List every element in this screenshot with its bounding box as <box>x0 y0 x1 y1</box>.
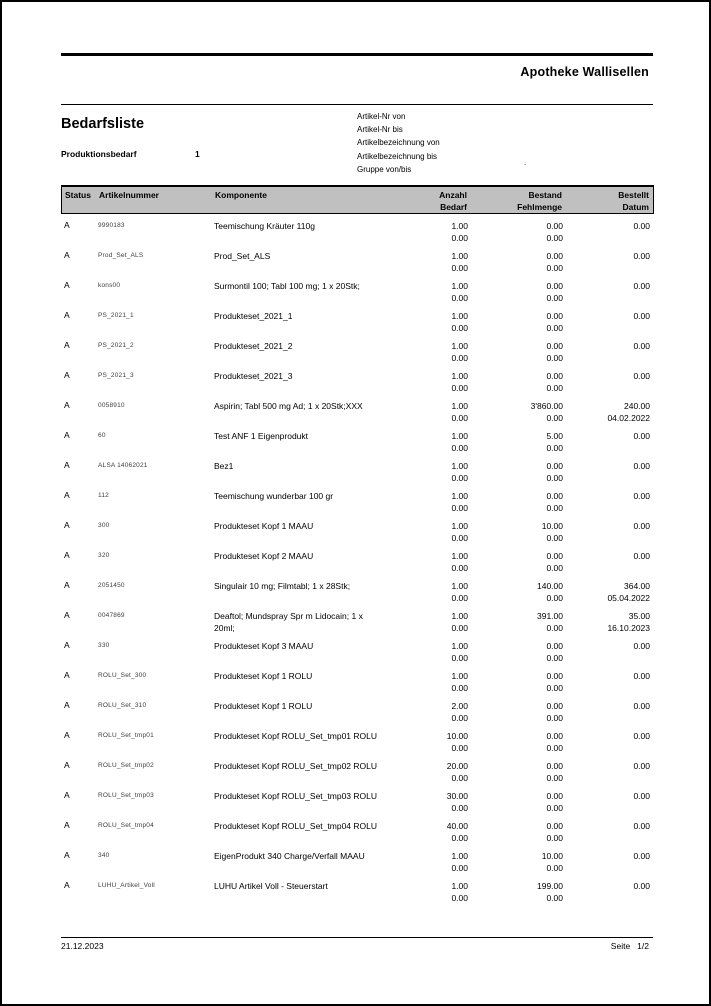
bestand-cell: 0.00 <box>546 311 563 321</box>
bedarf-cell: 0.00 <box>451 413 468 423</box>
bestellt-cell: 0.00 <box>633 731 650 741</box>
bestand-cell: 140.00 <box>537 581 563 591</box>
komponente-line: Produkteset Kopf 2 MAAU <box>214 551 314 561</box>
column-header-bestand: Bestand <box>528 190 562 200</box>
status-cell: A <box>64 610 70 620</box>
anzahl-cell: 1.00 <box>451 611 468 621</box>
bestellt-cell: 35.00 <box>628 611 650 621</box>
fehlmenge-cell: 0.00 <box>546 653 563 663</box>
footer-date: 21.12.2023 <box>61 941 104 951</box>
bestellt-cell: 0.00 <box>633 371 650 381</box>
fehlmenge-cell: 0.00 <box>546 623 563 633</box>
status-cell: A <box>64 820 70 830</box>
komponente-line: Produkteset Kopf 1 ROLU <box>214 701 313 711</box>
table-row <box>61 814 654 844</box>
anzahl-cell: 1.00 <box>451 341 468 351</box>
bedarf-cell: 0.00 <box>451 443 468 453</box>
production-label: Produktionsbedarf <box>61 149 137 159</box>
bestand-cell: 0.00 <box>546 821 563 831</box>
table-row <box>61 694 654 724</box>
komponente-line: Aspirin; Tabl 500 mg Ad; 1 x 20Stk;XXX <box>214 401 363 411</box>
bedarf-cell: 0.00 <box>451 503 468 513</box>
column-header-fehlmenge: Fehlmenge <box>517 202 562 212</box>
filter-label: Artikelbezeichnung bis <box>357 151 438 161</box>
anzahl-cell: 30.00 <box>446 791 468 801</box>
bedarf-cell: 0.00 <box>451 323 468 333</box>
bestellt-cell: 0.00 <box>633 491 650 501</box>
bestellt-cell: 0.00 <box>633 251 650 261</box>
anzahl-cell: 1.00 <box>451 401 468 411</box>
anzahl-cell: 1.00 <box>451 641 468 651</box>
komponente-line: Bez1 <box>214 461 234 471</box>
header-rule <box>61 104 653 105</box>
komponente-line: Prod_Set_ALS <box>214 251 271 261</box>
bedarf-cell: 0.00 <box>451 803 468 813</box>
bestellt-cell: 0.00 <box>633 791 650 801</box>
status-cell: A <box>64 310 70 320</box>
komponente-line: Produkteset Kopf 1 MAAU <box>214 521 314 531</box>
company-name: Apotheke Wallisellen <box>520 65 649 79</box>
komponente-line: Surmontil 100; Tabl 100 mg; 1 x 20Stk; <box>214 281 360 291</box>
table-row <box>61 634 654 664</box>
bestellt-cell: 0.00 <box>633 881 650 891</box>
table-row <box>61 304 654 334</box>
table-header <box>61 185 654 214</box>
artikelnummer-cell: Prod_Set_ALS <box>98 251 144 259</box>
komponente-line: Produkteset Kopf 1 ROLU <box>214 671 313 681</box>
artikelnummer-cell: PS_2021_3 <box>98 371 134 379</box>
bestand-cell: 0.00 <box>546 281 563 291</box>
artikelnummer-cell: ROLU_Set_tmp04 <box>98 821 154 829</box>
anzahl-cell: 40.00 <box>446 821 468 831</box>
bestand-cell: 0.00 <box>546 221 563 231</box>
bedarf-cell: 0.00 <box>451 623 468 633</box>
artikelnummer-cell: 0047869 <box>98 611 125 619</box>
footer-page-value: 1/2 <box>637 941 649 951</box>
status-cell: A <box>64 580 70 590</box>
bestand-cell: 199.00 <box>537 881 563 891</box>
artikelnummer-cell: LUHU_Artikel_Voll <box>98 881 155 889</box>
anzahl-cell: 1.00 <box>451 851 468 861</box>
status-cell: A <box>64 670 70 680</box>
anzahl-cell: 10.00 <box>446 731 468 741</box>
bestellt-cell: 0.00 <box>633 761 650 771</box>
artikelnummer-cell: kons00 <box>98 281 121 289</box>
status-cell: A <box>64 340 70 350</box>
bestellt-cell: 0.00 <box>633 221 650 231</box>
status-cell: A <box>64 520 70 530</box>
bestand-cell: 5.00 <box>546 431 563 441</box>
column-header-datum: Datum <box>622 202 649 212</box>
status-cell: A <box>64 880 70 890</box>
bedarf-cell: 0.00 <box>451 563 468 573</box>
artikelnummer-cell: 112 <box>98 491 109 499</box>
artikelnummer-cell: PS_2021_1 <box>98 311 134 319</box>
bestellt-cell: 0.00 <box>633 641 650 651</box>
bestand-cell: 0.00 <box>546 671 563 681</box>
artikelnummer-cell: 0058910 <box>98 401 125 409</box>
bestellt-cell: 240.00 <box>624 401 650 411</box>
bestand-cell: 0.00 <box>546 461 563 471</box>
fehlmenge-cell: 0.00 <box>546 353 563 363</box>
datum-cell: 04.02.2022 <box>607 413 650 423</box>
page-title: Bedarfsliste <box>61 116 145 132</box>
bestand-cell: 0.00 <box>546 641 563 651</box>
komponente-line: Produkteset Kopf ROLU_Set_tmp02 ROLU <box>214 761 377 771</box>
table-row <box>61 874 654 904</box>
status-cell: A <box>64 490 70 500</box>
filter-criteria-list <box>357 110 440 176</box>
status-cell: A <box>64 760 70 770</box>
bedarf-cell: 0.00 <box>451 473 468 483</box>
bestellt-cell: 0.00 <box>633 851 650 861</box>
bedarf-cell: 0.00 <box>451 383 468 393</box>
bestellt-cell: 364.00 <box>624 581 650 591</box>
fehlmenge-cell: 0.00 <box>546 743 563 753</box>
bestand-cell: 3'860.00 <box>530 401 563 411</box>
column-header-artikelnummer: Artikelnummer <box>99 190 159 200</box>
bestellt-cell: 0.00 <box>633 341 650 351</box>
artikelnummer-cell: 2051450 <box>98 581 125 589</box>
status-cell: A <box>64 400 70 410</box>
bestand-cell: 0.00 <box>546 251 563 261</box>
fehlmenge-cell: 0.00 <box>546 833 563 843</box>
artikelnummer-cell: 330 <box>98 641 110 649</box>
artikelnummer-cell: ALSA 14062021 <box>98 461 148 469</box>
komponente-line: Produkteset_2021_1 <box>214 311 293 321</box>
filter-label: Gruppe von/bis <box>357 164 412 174</box>
status-cell: A <box>64 790 70 800</box>
komponente-line: Teemischung wunderbar 100 gr <box>214 491 334 501</box>
anzahl-cell: 1.00 <box>451 221 468 231</box>
filter-label: Artikel-Nr bis <box>357 125 403 135</box>
komponente-line: Teemischung Kräuter 110g <box>214 221 315 231</box>
bestand-cell: 0.00 <box>546 371 563 381</box>
komponente-line: Produkteset Kopf ROLU_Set_tmp04 ROLU <box>214 821 377 831</box>
anzahl-cell: 1.00 <box>451 551 468 561</box>
komponente-line: Produkteset_2021_3 <box>214 371 293 381</box>
komponente-line: Test ANF 1 Eigenprodukt <box>214 431 309 441</box>
artikelnummer-cell: ROLU_Set_tmp01 <box>98 731 154 739</box>
column-header-komponente: Komponente <box>215 190 267 200</box>
table-row <box>61 784 654 814</box>
top-rule <box>61 53 653 56</box>
bestand-cell: 391.00 <box>537 611 563 621</box>
bedarf-cell: 0.00 <box>451 353 468 363</box>
artikelnummer-cell: 300 <box>98 521 110 529</box>
bedarf-cell: 0.00 <box>451 593 468 603</box>
bestellt-cell: 0.00 <box>633 701 650 711</box>
status-cell: A <box>64 730 70 740</box>
table-row <box>61 454 654 484</box>
fehlmenge-cell: 0.00 <box>546 863 563 873</box>
bedarf-cell: 0.00 <box>451 773 468 783</box>
table-row <box>61 214 654 244</box>
fehlmenge-cell: 0.00 <box>546 563 563 573</box>
filter-gruppe-value: . <box>524 158 527 167</box>
status-cell: A <box>64 460 70 470</box>
table-row <box>61 334 654 364</box>
bedarf-cell: 0.00 <box>451 293 468 303</box>
bestand-cell: 0.00 <box>546 791 563 801</box>
komponente-line: Produkteset Kopf ROLU_Set_tmp01 ROLU <box>214 731 377 741</box>
table-row <box>61 484 654 514</box>
bestellt-cell: 0.00 <box>633 551 650 561</box>
fehlmenge-cell: 0.00 <box>546 293 563 303</box>
bestellt-cell: 0.00 <box>633 431 650 441</box>
table-row <box>61 424 654 454</box>
table-row <box>61 514 654 544</box>
fehlmenge-cell: 0.00 <box>546 773 563 783</box>
komponente-line: Produkteset_2021_2 <box>214 341 293 351</box>
column-header-bedarf: Bedarf <box>440 202 467 212</box>
bestellt-cell: 0.00 <box>633 521 650 531</box>
table-row <box>61 724 654 754</box>
bestand-cell: 0.00 <box>546 491 563 501</box>
bedarf-cell: 0.00 <box>451 713 468 723</box>
anzahl-cell: 1.00 <box>451 251 468 261</box>
bedarf-cell: 0.00 <box>451 863 468 873</box>
status-cell: A <box>64 640 70 650</box>
fehlmenge-cell: 0.00 <box>546 533 563 543</box>
bedarf-cell: 0.00 <box>451 263 468 273</box>
bedarf-cell: 0.00 <box>451 533 468 543</box>
table-row <box>61 754 654 784</box>
komponente-line: Produkteset Kopf ROLU_Set_tmp03 ROLU <box>214 791 377 801</box>
bestand-cell: 0.00 <box>546 761 563 771</box>
fehlmenge-cell: 0.00 <box>546 893 563 903</box>
status-cell: A <box>64 550 70 560</box>
footer-page-label: Seite <box>610 941 631 951</box>
anzahl-cell: 2.00 <box>451 701 468 711</box>
anzahl-cell: 1.00 <box>451 671 468 681</box>
komponente-line: Produkteset Kopf 3 MAAU <box>214 641 314 651</box>
artikelnummer-cell: 9990183 <box>98 221 125 229</box>
datum-cell: 05.04.2022 <box>607 593 650 603</box>
bedarf-cell: 0.00 <box>451 683 468 693</box>
artikelnummer-cell: 60 <box>98 431 106 439</box>
anzahl-cell: 1.00 <box>451 371 468 381</box>
column-header-status: Status <box>65 190 91 200</box>
table-row <box>61 544 654 574</box>
status-cell: A <box>64 430 70 440</box>
anzahl-cell: 1.00 <box>451 461 468 471</box>
bedarf-cell: 0.00 <box>451 833 468 843</box>
fehlmenge-cell: 0.00 <box>546 263 563 273</box>
bestellt-cell: 0.00 <box>633 311 650 321</box>
fehlmenge-cell: 0.00 <box>546 683 563 693</box>
bestellt-cell: 0.00 <box>633 671 650 681</box>
table-row <box>61 244 654 274</box>
footer-rule <box>61 937 653 938</box>
table-row <box>61 274 654 304</box>
bestellt-cell: 0.00 <box>633 461 650 471</box>
fehlmenge-cell: 0.00 <box>546 443 563 453</box>
artikelnummer-cell: ROLU_Set_310 <box>98 701 147 709</box>
status-cell: A <box>64 220 70 230</box>
komponente-line: Deaftol; Mundspray Spr m Lidocain; 1 x <box>214 611 363 621</box>
fehlmenge-cell: 0.00 <box>546 473 563 483</box>
bedarf-cell: 0.00 <box>451 743 468 753</box>
column-header-bestellt: Bestellt <box>618 190 649 200</box>
anzahl-cell: 1.00 <box>451 521 468 531</box>
fehlmenge-cell: 0.00 <box>546 233 563 243</box>
table-row <box>61 604 654 634</box>
fehlmenge-cell: 0.00 <box>546 413 563 423</box>
bestand-cell: 0.00 <box>546 551 563 561</box>
bestellt-cell: 0.00 <box>633 821 650 831</box>
table-row <box>61 574 654 604</box>
table-row <box>61 394 654 424</box>
anzahl-cell: 1.00 <box>451 881 468 891</box>
anzahl-cell: 1.00 <box>451 311 468 321</box>
bestand-cell: 0.00 <box>546 341 563 351</box>
komponente-line: 20ml; <box>214 623 235 633</box>
fehlmenge-cell: 0.00 <box>546 383 563 393</box>
fehlmenge-cell: 0.00 <box>546 713 563 723</box>
bestand-cell: 10.00 <box>541 851 563 861</box>
artikelnummer-cell: ROLU_Set_tmp02 <box>98 761 154 769</box>
status-cell: A <box>64 280 70 290</box>
artikelnummer-cell: ROLU_Set_300 <box>98 671 147 679</box>
fehlmenge-cell: 0.00 <box>546 803 563 813</box>
anzahl-cell: 1.00 <box>451 281 468 291</box>
bedarf-cell: 0.00 <box>451 653 468 663</box>
anzahl-cell: 1.00 <box>451 581 468 591</box>
datum-cell: 16.10.2023 <box>607 623 650 633</box>
komponente-line: EigenProdukt 340 Charge/Verfall MAAU <box>214 851 365 861</box>
footer-page <box>611 941 649 951</box>
anzahl-cell: 1.00 <box>451 491 468 501</box>
table-row <box>61 664 654 694</box>
filter-label: Artikel-Nr von <box>357 112 406 121</box>
komponente-line: Singulair 10 mg; Filmtabl; 1 x 28Stk; <box>214 581 351 591</box>
status-cell: A <box>64 850 70 860</box>
anzahl-cell: 20.00 <box>446 761 468 771</box>
anzahl-cell: 1.00 <box>451 431 468 441</box>
artikelnummer-cell: ROLU_Set_tmp03 <box>98 791 154 799</box>
bedarf-cell: 0.00 <box>451 893 468 903</box>
production-value: 1 <box>195 149 200 159</box>
bestand-cell: 0.00 <box>546 731 563 741</box>
bestand-cell: 0.00 <box>546 701 563 711</box>
status-cell: A <box>64 250 70 260</box>
artikelnummer-cell: 340 <box>98 851 110 859</box>
komponente-line: LUHU Artikel Voll - Steuerstart <box>214 881 328 891</box>
artikelnummer-cell: PS_2021_2 <box>98 341 134 349</box>
bedarf-cell: 0.00 <box>451 233 468 243</box>
bestand-cell: 10.00 <box>541 521 563 531</box>
fehlmenge-cell: 0.00 <box>546 593 563 603</box>
table-body <box>61 214 654 904</box>
table-row <box>61 844 654 874</box>
status-cell: A <box>64 370 70 380</box>
status-cell: A <box>64 700 70 710</box>
fehlmenge-cell: 0.00 <box>546 503 563 513</box>
bestellt-cell: 0.00 <box>633 281 650 291</box>
artikelnummer-cell: 320 <box>98 551 110 559</box>
table-row <box>61 364 654 394</box>
fehlmenge-cell: 0.00 <box>546 323 563 333</box>
column-header-anzahl: Anzahl <box>439 190 467 200</box>
filter-label: Artikelbezeichnung von <box>357 138 440 148</box>
